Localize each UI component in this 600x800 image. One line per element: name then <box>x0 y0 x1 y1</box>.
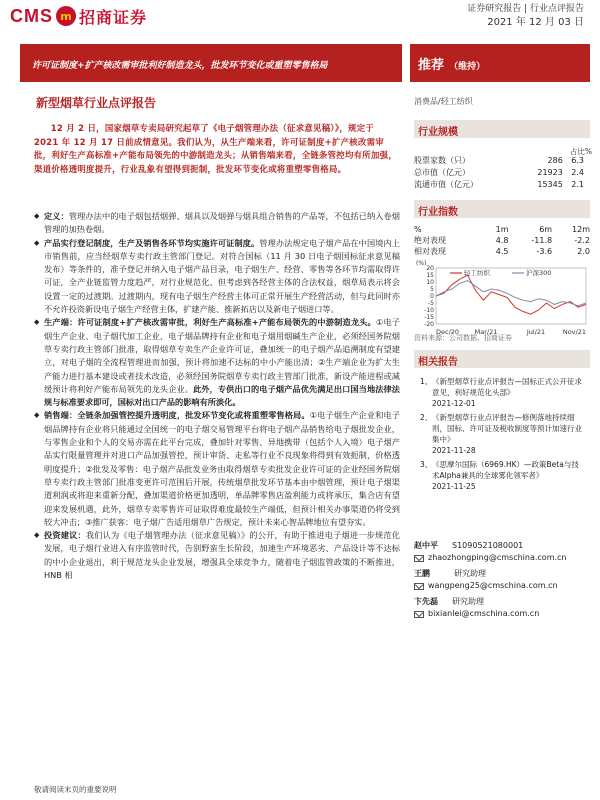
rating-sub: （维持） <box>449 62 486 72</box>
cell-value: 4.5 <box>495 247 509 256</box>
industry-label: 消费品/轻工纺织 <box>414 97 473 106</box>
analyst-list <box>414 540 590 620</box>
analyst-role: 研究助理 <box>454 569 486 578</box>
logo-mark-icon: m <box>56 6 76 26</box>
x-tick-label: Mar/21 <box>474 328 498 336</box>
rating-box <box>410 44 590 82</box>
cell-value: -11.8 <box>531 236 553 245</box>
bullet-production <box>34 316 400 409</box>
bullet-definition <box>34 210 400 237</box>
mail-icon <box>414 555 424 562</box>
report-title: 《新型烟草行业点评报告—修例落地持续细则，国标、许可证及税收制度等预计加速行业集中》 <box>432 413 582 444</box>
y-tick-label: 0 <box>430 293 434 300</box>
list-item[interactable] <box>414 376 586 409</box>
section-scale <box>414 120 590 138</box>
analyst-name: 赵中平 <box>414 541 438 550</box>
y-tick-label: -20 <box>424 321 434 328</box>
scale-value: 15345 <box>537 179 563 189</box>
report-title: 《思摩尔国际（6969.HK）—政策Beta与技术Alpha兼具的全球雾化领军者》 <box>432 460 579 480</box>
y-tick-label: 10 <box>426 279 434 286</box>
company-logo <box>10 4 147 28</box>
row-label: 绝对表现 <box>414 236 446 245</box>
section-heading: 相关报告 <box>414 350 590 368</box>
y-tick-label: -15 <box>424 314 434 321</box>
section-index <box>414 200 590 218</box>
logo-text-en: CMS <box>10 5 53 26</box>
report-title: 《新型烟草行业点评报告—国标正式公开征求意见，利好规范化头部》 <box>432 377 582 397</box>
legend-label: 沪深300 <box>526 269 552 277</box>
scale-label: 总市值（亿元） <box>414 167 470 177</box>
report-date: 2021-11-28 <box>432 446 476 455</box>
y-tick-label: -5 <box>428 300 434 307</box>
mail-icon <box>414 611 424 618</box>
bullet-body: 管理办法中的电子烟包括烟弹、烟具以及烟弹与烟具组合销售的产品等，不包括已纳入卷烟管理的加热卷烟。 <box>44 211 400 235</box>
row-label: 相对表现 <box>414 247 446 256</box>
analyst-name: 王鹏 <box>414 569 430 578</box>
page-header <box>0 0 600 36</box>
footer-note: 敬请阅读末页的重要说明 <box>34 785 117 794</box>
scale-unit: 占比% <box>569 147 592 156</box>
bullet-body: ①电子烟生产企业和电子烟品牌持有企业将只能通过全国统一的电子烟交易管理平台将电子烟产品销售给电子烟批发企业，与零售企业和个人的交易亦需在此平台完成，叠加针对零售、异地携带（包括个人入境）电子烟产品实行限量管理并对进口产品加强管控，预计审货、走私等行业不良现象将得到有效扼制，价格透明度提升；②批发及零售：电子烟产品批发业务由取得烟草专卖批发企业许可证的企业经国务院烟草专卖行政主管部门批准变更许可范围后开展，传统烟草批发环节基本由中烟管理，预计电子烟渠道利润或将迎来重新分配，叠加渠道价格更加透明，单品牌零售店盈利能力或将承压，集合店有望迎来发展机遇，此外，烟草专卖零售许可证取得难度最较生产端低，但预计相关办事渠道仍将受到较大冲击；③推广获客：电子烟广告适用烟草广告规定，预计未来心智品牌地位有望夯实。 <box>44 410 400 527</box>
section-heading: 行业规模 <box>414 120 590 138</box>
report-date: 2021 年 12 月 03 日 <box>487 17 584 28</box>
analyst-row <box>414 540 590 552</box>
table-row <box>414 166 584 178</box>
analyst-row <box>414 596 590 608</box>
list-item[interactable] <box>414 459 586 492</box>
report-number: 1、 <box>420 377 433 386</box>
x-tick-label: Nov/21 <box>562 328 586 336</box>
bullet-license <box>34 237 400 317</box>
scale-table <box>414 154 584 190</box>
bullet-body: 管理办法规定电子烟产品在中国境内上市销售前，应当经烟草专卖行政主管部门登记。对符合国标（11 月 30 日电子烟国标征求意见稿发布）等条件的，准予登记并纳入电子烟产品目录，电子烟生产、经营、零售等各环节均需取得许可证，全产业链监管力度趋严，对行业规范化、但考虑到各经营主体的合法权益，烟草局表示将会设置一定的过渡期。过渡期内，现有电子烟生产经营主体可正常开展生产经营活动，但与此同时亦不允许投资新设电子烟生产经营主体，扩建产能、推新拓店以及新电子烟进口等。 <box>44 237 400 315</box>
bullet-head: 生产端：许可证制度+扩产核改需审批，利好生产高标准+产能布局领先的中游制造龙头。 <box>44 317 376 328</box>
analyst-email[interactable]: wangpeng25@cmschina.com.cn <box>428 581 558 590</box>
headline-banner: 许可证制度+扩产核改需审批利好制造龙头，批发环节变化或重塑零售格局 <box>20 44 402 82</box>
y-tick-label: 5 <box>430 286 434 293</box>
list-item[interactable] <box>414 412 586 456</box>
y-tick-label: -10 <box>424 307 434 314</box>
table-row <box>414 246 590 257</box>
bullet-head: 销售端：全链条加强管控提升透明度，批发环节变化或将重塑零售格局。 <box>44 410 310 421</box>
cell-value: -2.2 <box>574 236 590 245</box>
bullet-tail: 此外，专供出口的电子烟产品优先满足出口国当地法律法规与标准要求即可，国标对出口产品的影响有所淡化。 <box>44 383 400 408</box>
analyst-email-row[interactable] <box>414 552 590 564</box>
analyst-row <box>414 568 590 580</box>
column-header: 6m <box>539 225 553 234</box>
scale-value: 286 <box>547 155 563 165</box>
bullet-body: ①电子烟生产企业、电子烟代加工企业、电子烟品牌持有企业和电子烟用烟碱生产企业，必须经国务院烟草专卖行政主管部门批准，取得烟草专卖生产企业许可证，叠加统一的电子烟产品追溯制度有望建立，对电子烟的全流程管理进而加强，预计将加速不达标的中小产能出清；②生产端企业为扩大生产能力进行基本建设或者技术改造，必须经国务院烟草专卖行政主管部门批准，新设产能进程或减缓预计将利好产能布局领先的龙头企业。 <box>44 317 400 394</box>
document-type: 证券研究报告 | 行业点评报告 <box>467 4 584 14</box>
rating-main: 推荐 <box>418 58 445 73</box>
bullet-head: 投资建议： <box>44 530 86 541</box>
mail-icon <box>414 583 424 590</box>
summary-paragraph: 12 月 2 日，国家烟草专卖局研究起草了《电子烟管理办法（征求意见稿）》，规定于 2021 年 12 月 17 日前成情意见。我们认为，从生产端来看，许可证制度+扩产核改需审批，利好生产高标准+产能布局领先的中游制造龙头；从销售端来看，全链条管控均有所加强，渠道价格透明度提升，行业乱象有望得到扼制，批发环节变化或将重塑零售格局。 <box>34 123 397 174</box>
cell-value: 2.0 <box>577 247 590 256</box>
logo-text-cn: 招商证券 <box>79 7 148 27</box>
bullet-head: 产品实行登记制度，生产及销售各环节均实施许可证制度。 <box>44 237 260 248</box>
index-line-chart <box>414 258 590 344</box>
table-row <box>414 178 584 190</box>
analyst-email[interactable]: bixianlei@cmschina.com.cn <box>428 609 540 618</box>
x-tick-label: Dec/20 <box>436 328 460 336</box>
analyst-email-row[interactable] <box>414 608 590 620</box>
table-row <box>414 154 584 166</box>
chart-source: 资料来源：公司数据、招商证券 <box>414 334 512 342</box>
header-meta <box>467 2 584 30</box>
x-tick-label: Jul/21 <box>526 328 546 336</box>
scale-pct: 6.3 <box>571 155 584 165</box>
y-tick-label: 15 <box>426 272 434 279</box>
column-header: % <box>414 225 422 234</box>
section-heading: 行业指数 <box>414 200 590 218</box>
section-related <box>414 350 590 368</box>
report-title: 新型烟草行业点评报告 <box>36 96 157 110</box>
report-date: 2021-12-01 <box>432 399 476 408</box>
body-bullets <box>34 210 400 582</box>
y-tick-label: 20 <box>426 265 434 272</box>
scale-pct: 2.1 <box>571 179 584 189</box>
cell-value: 4.8 <box>495 236 509 245</box>
cell-value: -3.6 <box>536 247 553 256</box>
column-header: 12m <box>572 225 590 234</box>
bullet-sales <box>34 409 400 529</box>
report-number: 3、 <box>420 460 433 469</box>
column-header: 1m <box>495 225 509 234</box>
performance-table <box>414 224 590 257</box>
analyst-name: 卞先磊 <box>414 597 438 606</box>
related-reports <box>414 376 586 495</box>
scale-pct: 2.4 <box>571 167 584 177</box>
bullet-body: 我们认为《电子烟管理办法（征求意见稿）》的公开，有助于推进电子烟进一步规范化发展，电子烟行业进入有序监管时代，告别野蛮生长阶段，加速生产环境恶劣、产品设计等不达标的中小企业退出，利于规范龙头企业发展，增强具全球竞争力，随着电子烟监管政策的不断推进，HNB 相 <box>44 530 400 581</box>
table-header-row <box>414 224 590 235</box>
y-axis-label: (%) <box>416 260 427 267</box>
scale-label: 股票家数（只） <box>414 155 470 165</box>
legend-label: 轻工纺织 <box>464 269 490 277</box>
scale-label: 流通市值（亿元） <box>414 179 478 189</box>
analyst-role: S1090521080001 <box>452 541 524 550</box>
analyst-role: 研究助理 <box>452 597 484 606</box>
scale-value: 21923 <box>537 167 563 177</box>
table-row <box>414 235 590 246</box>
bullet-head: 定义： <box>44 211 69 221</box>
analyst-email[interactable]: zhaozhongping@cmschina.com.cn <box>428 553 567 562</box>
report-date: 2021-11-25 <box>432 482 476 491</box>
report-number: 2、 <box>420 413 433 422</box>
plot-frame <box>436 268 586 324</box>
analyst-email-row[interactable] <box>414 580 590 592</box>
bullet-investment <box>34 529 400 582</box>
series-line-1 <box>436 275 586 314</box>
